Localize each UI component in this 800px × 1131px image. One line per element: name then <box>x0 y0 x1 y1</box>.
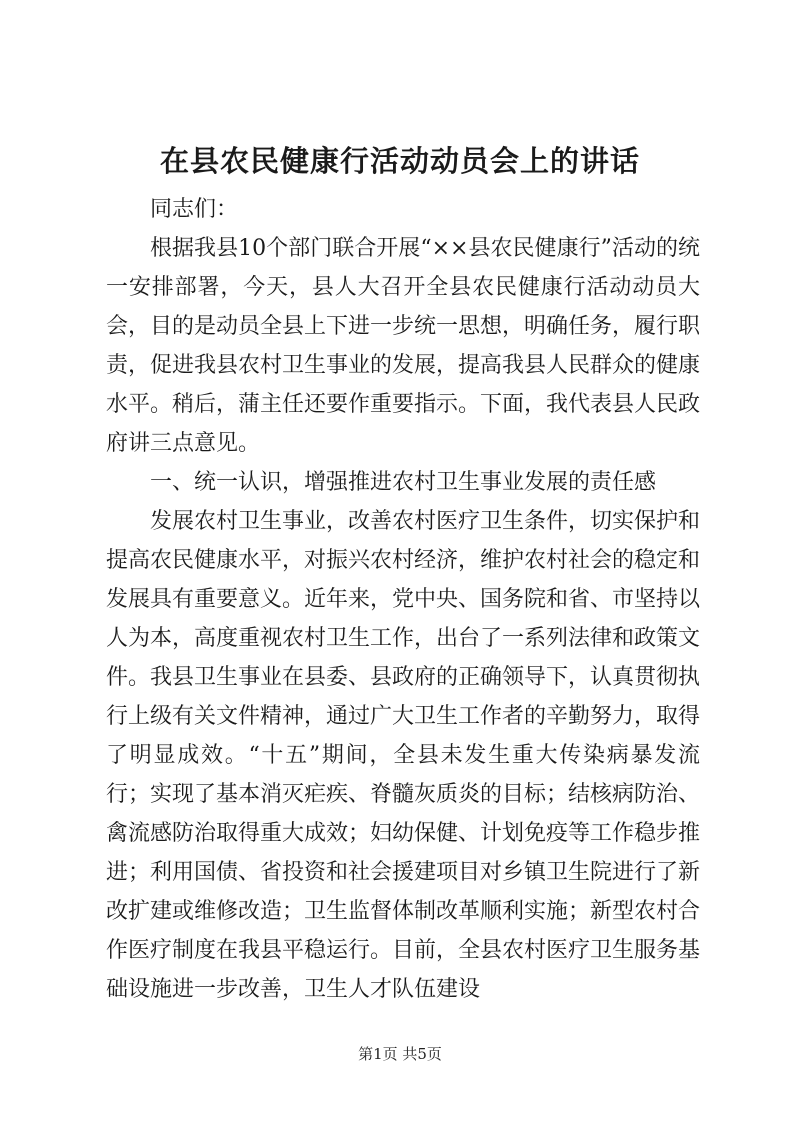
document-title: 在县农民健康行活动动员会上的讲话 <box>159 144 640 178</box>
document-body <box>106 190 700 1009</box>
section-heading: 一、统一认识，增强推进农村卫生事业发展的责任感 <box>150 470 657 495</box>
intro-paragraph: 根据我县10个部门联合开展“××县农民健康行”活动的统一安排部署，今天，县人大召开全县农民健康行活动动员大会，目的是动员全县上下进一步统一思想，明确任务，履行职责，促进我县农村卫生事业的发展，提高我县人民群众的健康水平。稍后，蒲主任还要作重要指示。下面，我代表县人民政府讲三点意见。 <box>106 236 701 456</box>
body-paragraph: 发展农村卫生事业，改善农村医疗卫生条件，切实保护和提高农民健康水平，对振兴农村经济，维护农村社会的稳定和发展具有重要意义。近年来，党中央、国务院和省、市坚持以人为本，高度重视农村卫生工作，出台了一系列法律和政策文件。我县卫生事业在县委、县政府的正确领导下，认真贯彻执行上级有关文件精神，通过广大卫生工作者的辛勤努力，取得了明显成效。“十五”期间，全县未发生重大传染病暴发流行；实现了基本消灭疟疾、脊髓灰质炎的目标；结核病防治、禽流感防治取得重大成效；妇幼保健、计划免疫等工作稳步推进；利用国债、省投资和社会援建项目对乡镇卫生院进行了新改扩建或维修改造；卫生监督体制改革顺利实施；新型农村合作医疗制度在我县平稳运行。目前，全县农村医疗卫生服务基础设施进一步改善，卫生人才队伍建设 <box>106 509 701 1002</box>
salutation-paragraph: 同志们： <box>150 197 239 222</box>
page-number-footer: 第1页 共5页 <box>358 1045 442 1063</box>
